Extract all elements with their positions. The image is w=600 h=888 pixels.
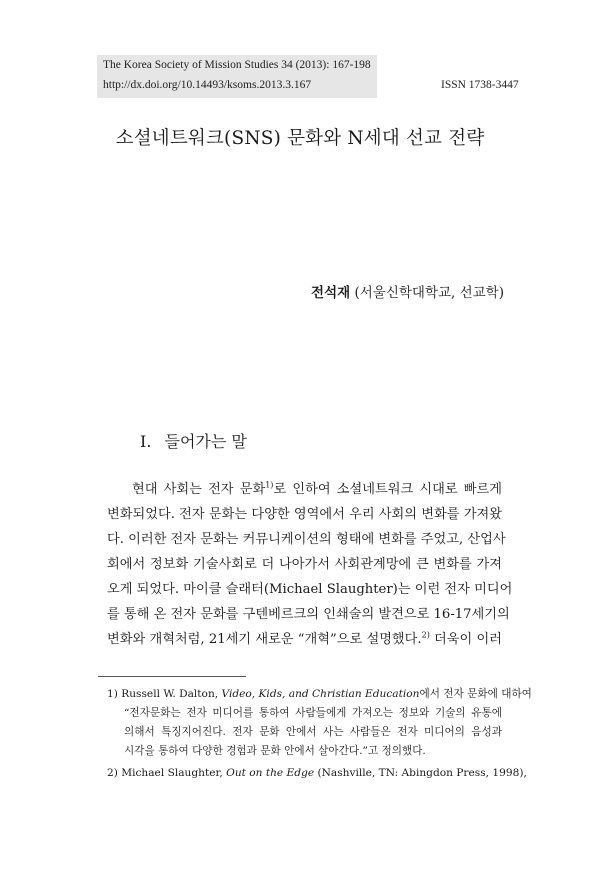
author-line <box>311 281 504 301</box>
doi-link[interactable]: http://dx.doi.org/10.14493/ksoms.2013.3.167 <box>103 79 312 91</box>
author-name: 전석재 <box>311 285 351 301</box>
body-line-3: 다. 이러한 전자 문화는 커뮤니케이션의 형태에 변화를 주었고, 산업사 <box>107 532 506 547</box>
footnote-1-line-4: 시각을 통하여 다양한 경험과 문화 안에서 살아간다.”고 정의했다. <box>124 745 426 757</box>
section-title: 들어가는 말 <box>164 432 247 451</box>
footnote-text: (Nashville, TN: Abingdon Press, 1998), <box>314 767 527 779</box>
footnote-text: Michael Slaughter, <box>121 767 227 779</box>
body-text: 더욱이 이러 <box>429 632 502 647</box>
footnote-text: Russell W. Dalton, <box>121 688 222 700</box>
footnote-ref-1[interactable]: 1) <box>265 480 274 490</box>
footnote-number: 2) <box>107 767 118 779</box>
body-line-5: 오게 되었다. 마이클 슬래터(Michael Slaughter)는 이런 전자 미디어 <box>107 582 513 597</box>
section-number: Ⅰ. <box>140 432 152 451</box>
journal-citation: The Korea Society of Mission Studies 34 (2013): 167-198 <box>103 59 371 71</box>
section-heading <box>140 429 247 452</box>
paper-title: 소셜네트워크(SNS) 문화와 N세대 선교 전략 <box>115 128 485 149</box>
body-line-7 <box>107 630 502 650</box>
footnote-ref-2[interactable]: 2) <box>421 630 430 640</box>
footnote-book-title: Video, Kids, and Christian Education <box>221 688 420 700</box>
issn: ISSN 1738-3447 <box>441 79 519 91</box>
footnote-divider <box>98 676 246 677</box>
footnote-number: 1) <box>107 688 118 700</box>
author-affiliation: (서울신학대학교, 선교학) <box>354 285 504 301</box>
body-line-4: 회에서 정보화 기술사회로 더 나아가서 사회관계망에 큰 변화를 가져 <box>107 557 502 572</box>
body-line-6: 를 통해 온 전자 문화를 구텐베르크의 인쇄술의 발견으로 16-17세기의 <box>107 607 510 622</box>
footnote-1 <box>107 686 532 702</box>
body-text: 현대 사회는 전자 문화 <box>132 482 266 497</box>
body-text: 변화와 개혁처럼, 21세기 새로운 “개혁”으로 설명했다. <box>107 632 422 647</box>
body-line-1 <box>132 480 502 500</box>
footnote-book-title: Out on the Edge <box>226 767 315 779</box>
body-line-2: 변화되었다. 전자 문화는 다양한 영역에서 우리 사회의 변화를 가져왔 <box>107 507 502 522</box>
footnote-1-line-2: “전자문화는 전자 미디어를 통하여 사람들에게 가져오는 정보와 기술의 유통에 <box>124 707 502 719</box>
footnote-text: 에서 전자 문화에 대하여 <box>419 688 532 700</box>
body-text: 로 인하여 소셜네트워크 시대로 빠르게 <box>273 482 503 497</box>
footnote-1-line-3: 의해서 특징지어진다. 전자 문화 안에서 사는 사람들은 전자 미디어의 음성과 <box>124 726 502 738</box>
footnote-2 <box>107 765 527 781</box>
